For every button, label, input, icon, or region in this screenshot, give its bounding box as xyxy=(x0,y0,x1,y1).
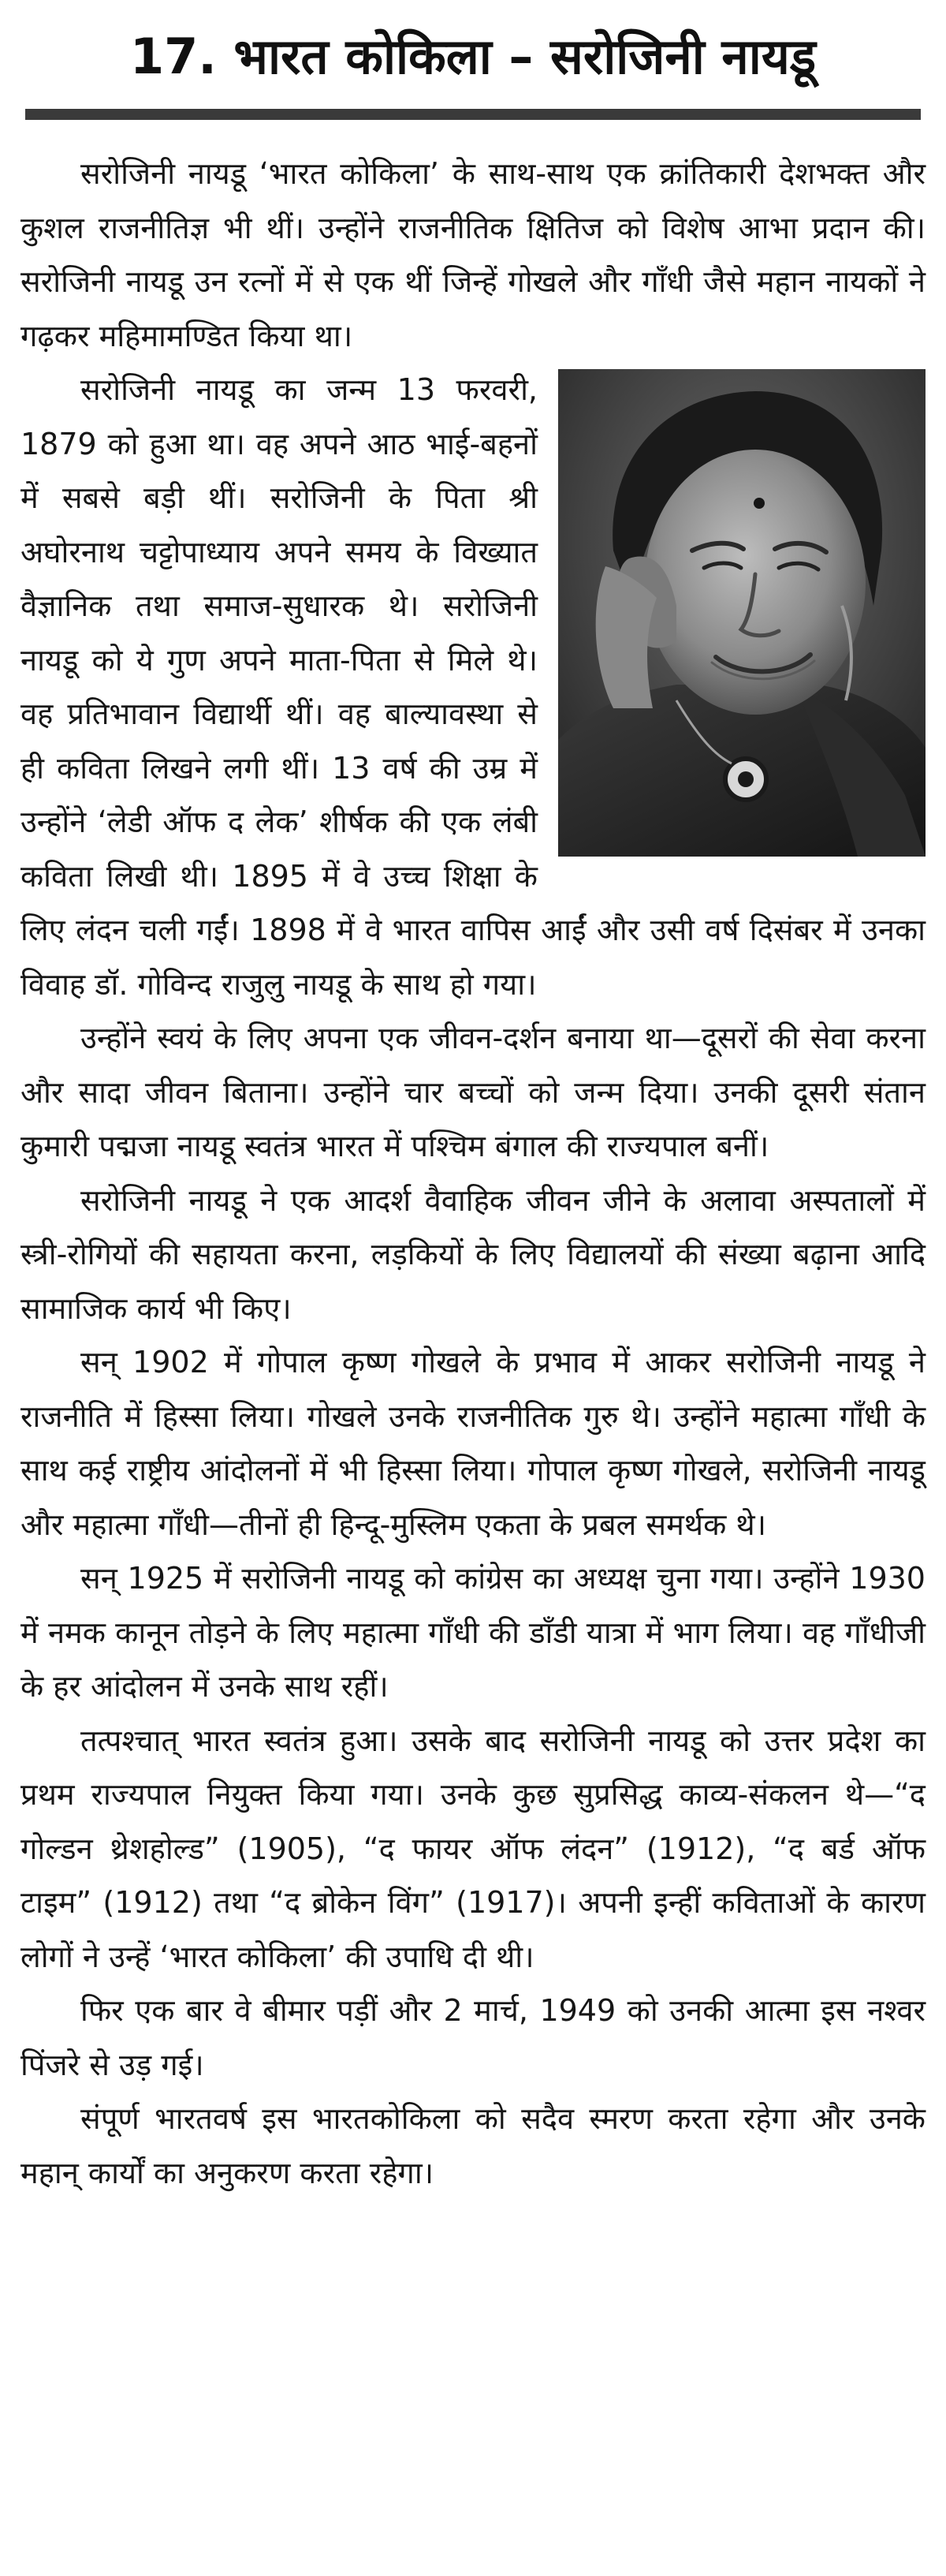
paragraph-9: संपूर्ण भारतवर्ष इस भारतकोकिला को सदैव स्मरण करता रहेगा और उनके महान् कार्यों का अनुकरण करता रहेगा। xyxy=(20,2101,926,2190)
paragraph-3: उन्होंने स्वयं के लिए अपना एक जीवन-दर्शन बनाया था—दूसरों की सेवा करना और सादा जीवन बिताना। उन्होंने चार बच्चों को जन्म दिया। उनकी दूसरी संतान कुमारी पद्मजा नायडू स्वतंत्र भारत में पश्चिम बंगाल की राज्यपाल बनीं। xyxy=(20,1021,926,1163)
portrait-photo xyxy=(558,369,926,857)
paragraph-6: सन् 1925 में सरोजिनी नायडू को कांग्रेस का अध्यक्ष चुना गया। उन्होंने 1930 में नमक कानून तोड़ने के लिए महात्मा गाँधी की डाँडी यात्रा में भाग लिया। वह गाँधीजी के हर आंदोलन में उनके साथ रहीं। xyxy=(20,1561,926,1704)
paragraph-5: सन् 1902 में गोपाल कृष्ण गोखले के प्रभाव में आकर सरोजिनी नायडू ने राजनीति में हिस्सा लिया। गोखले उनके राजनीतिक गुरु थे। उन्होंने महात्मा गाँधी के साथ कई राष्ट्रीय आंदोलनों में भी हिस्सा लिया। गोपाल कृष्ण गोखले, सरोजिनी नायडू और महात्मा गाँधी—तीनों ही हिन्दू-मुस्लिम एकता के प्रबल समर्थक थे। xyxy=(20,1345,926,1542)
title-underline xyxy=(25,109,921,120)
paragraph-2: सरोजिनी नायडू का जन्म 13 फरवरी, 1879 को हुआ था। वह अपने आठ भाई-बहनों में सबसे बड़ी थीं। सरोजिनी के पिता श्री अघोरनाथ चट्टोपाध्याय अपने समय के विख्यात वैज्ञानिक तथा समाज-सुधारक थे। सरोजिनी नायडू को ये गुण अपने माता-पिता से मिले थे। वह प्रतिभावान विद्यार्थी थीं। वह बाल्यावस्था से ही कविता लिखने लगी थीं। 13 वर्ष की उम्र में उन्होंने ‘लेडी ऑफ द लेक’ शीर्षक की एक लंबी कविता लिखी थी। 1895 में वे उच्च शिक्षा के लिए लंदन चली गईं। 1898 में वे भारत वापिस आईं और उसी वर्ष दिसंबर में उनका विवाह डॉ. गोविन्द राजुलु नायडू के साथ हो गया। xyxy=(20,372,926,1002)
paragraph-4: सरोजिनी नायडू ने एक आदर्श वैवाहिक जीवन जीने के अलावा अस्पतालों में स्त्री-रोगियों की सहायता करना, लड़कियों के लिए विद्यालयों की संख्या बढ़ाना आदि सामाजिक कार्य भी किए। xyxy=(20,1182,926,1326)
paragraph-7: तत्पश्चात् भारत स्वतंत्र हुआ। उसके बाद सरोजिनी नायडू को उत्तर प्रदेश का प्रथम राज्यपाल नियुक्त किया गया। उनके कुछ सुप्रसिद्ध काव्य-संकलन थे—“द गोल्डन थ्रेशहोल्ड” (1905), “द फायर ऑफ लंदन” (1912), “द बर्ड ऑफ टाइम” (1912) तथा “द ब्रोकेन विंग” (1917)। अपनी इन्हीं कविताओं के कारण लोगों ने उन्हें ‘भारत कोकिला’ की उपाधि दी थी। xyxy=(20,1723,926,1974)
article-body xyxy=(20,147,926,2200)
paragraph-8: फिर एक बार वे बीमार पड़ीं और 2 मार्च, 1949 को उनकी आत्मा इस नश्वर पिंजरे से उड़ गई। xyxy=(20,1993,926,2082)
paragraph-1: सरोजिनी नायडू ‘भारत कोकिला’ के साथ-साथ एक क्रांतिकारी देशभक्त और कुशल राजनीतिज्ञ भी थीं। उन्होंने राजनीतिक क्षितिज को विशेष आभा प्रदान की। सरोजिनी नायडू उन रत्नों में से एक थीं जिन्हें गोखले और गाँधी जैसे महान नायकों ने गढ़कर महिमामण्डित किया था। xyxy=(20,156,926,353)
page-title: 17. भारत कोकिला – सरोजिनी नायडू xyxy=(130,28,816,85)
